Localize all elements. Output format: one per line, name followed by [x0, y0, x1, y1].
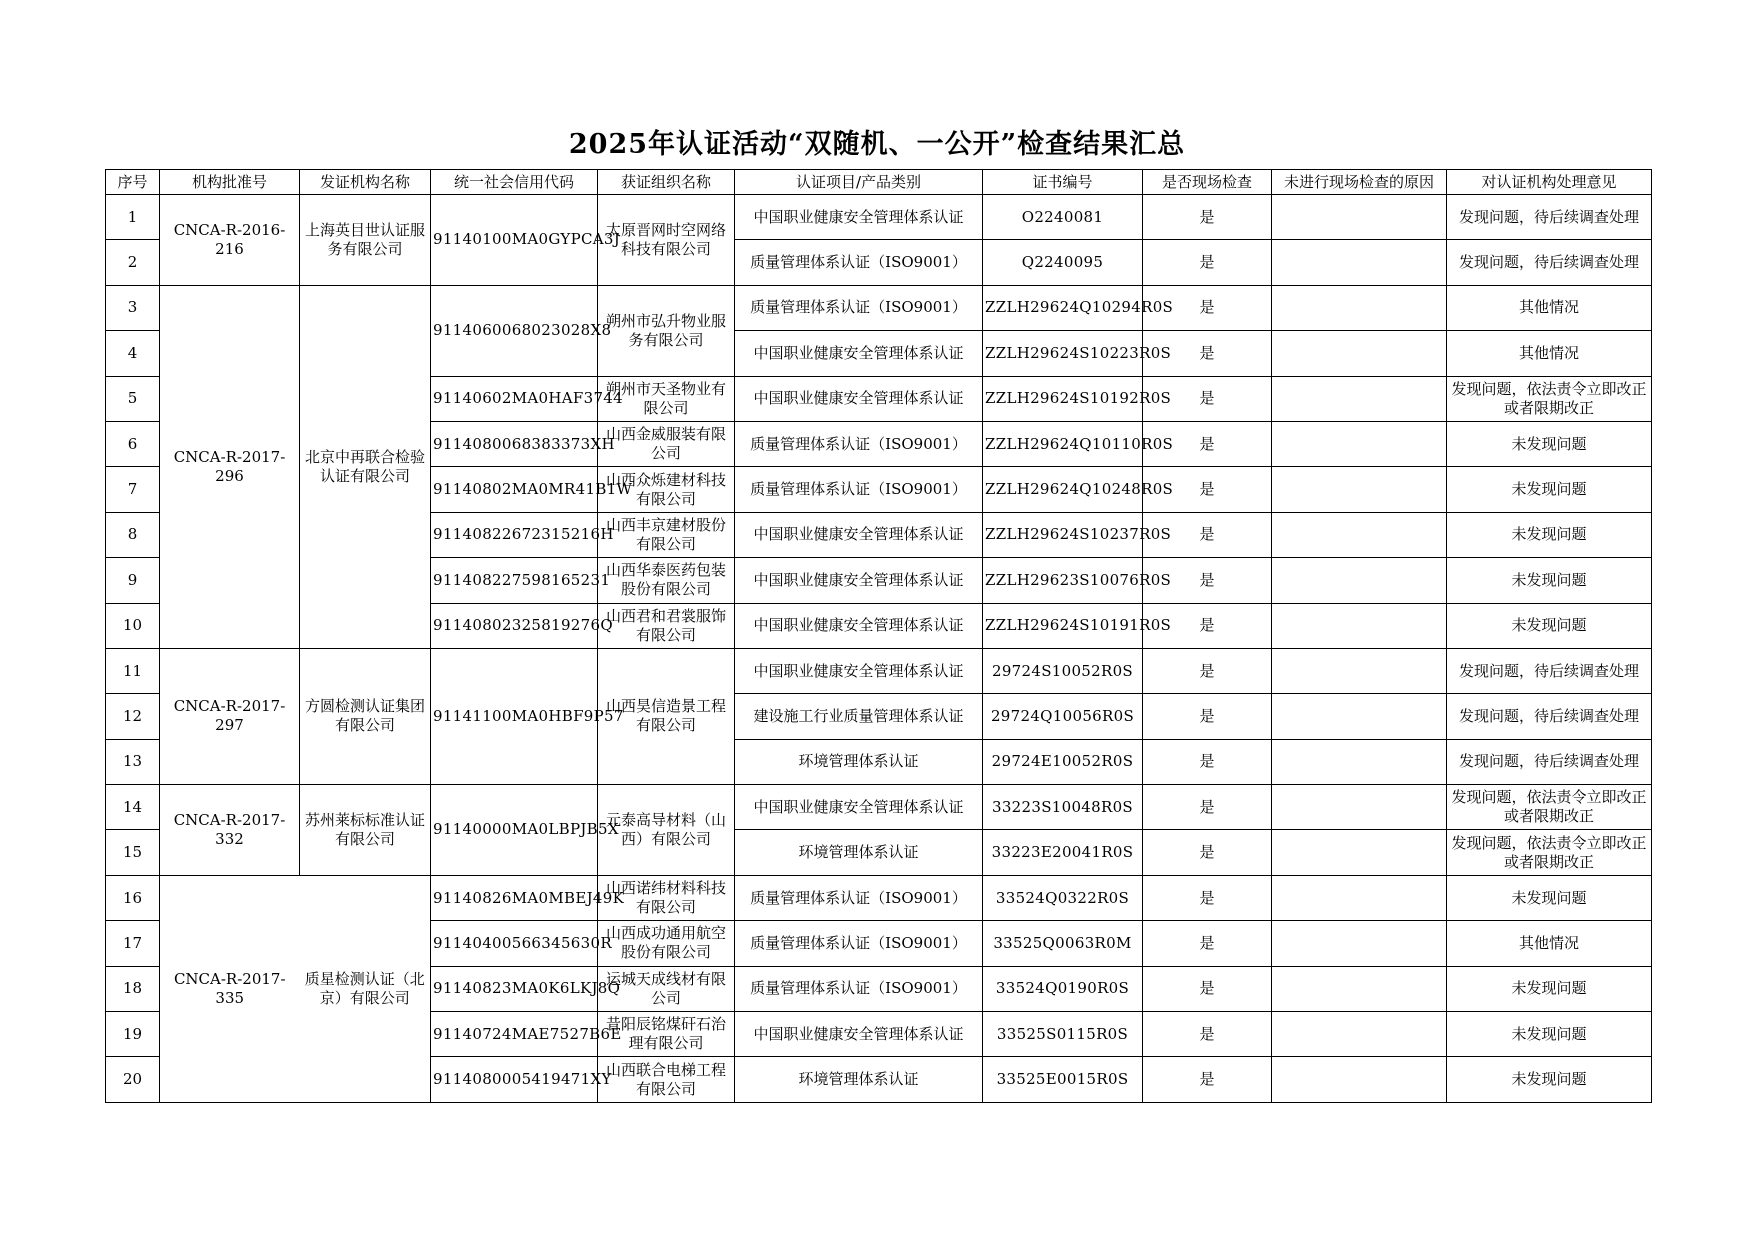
organization-name: 山西成功通用航空股份有限公司 [598, 921, 735, 966]
organization-name: 运城天成线材有限公司 [598, 966, 735, 1011]
agency-name: 质星检测认证（北京）有限公司 [300, 875, 431, 1102]
cert-number: ZZLH29624S10191R0S [983, 603, 1143, 648]
no-check-reason [1272, 195, 1447, 240]
cert-number: 29724E10052R0S [983, 739, 1143, 784]
onsite-check: 是 [1143, 1012, 1272, 1057]
approval-number: CNCA-R-2017-297 [160, 648, 300, 784]
credit-code: 91140802325819276Q [431, 603, 598, 648]
onsite-check: 是 [1143, 240, 1272, 285]
page-title: 2025年认证活动“双随机、一公开”检查结果汇总 [568, 129, 1186, 160]
credit-code: 91141100MA0HBF9P57 [431, 648, 598, 784]
column-header: 发证机构名称 [300, 170, 431, 195]
credit-code: 91140826MA0MBEJ49K [431, 875, 598, 920]
cert-item: 环境管理体系认证 [735, 739, 983, 784]
no-check-reason [1272, 1012, 1447, 1057]
approval-number: CNCA-R-2017-332 [160, 785, 300, 876]
handling-opinion: 发现问题，依法责令立即改正或者限期改正 [1447, 785, 1652, 830]
agency-name: 苏州莱标标准认证有限公司 [300, 785, 431, 876]
handling-opinion: 发现问题，待后续调查处理 [1447, 648, 1652, 693]
handling-opinion: 发现问题，依法责令立即改正或者限期改正 [1447, 830, 1652, 875]
handling-opinion: 未发现问题 [1447, 875, 1652, 920]
table-row [106, 785, 1652, 830]
no-check-reason [1272, 603, 1447, 648]
onsite-check: 是 [1143, 921, 1272, 966]
handling-opinion: 其他情况 [1447, 331, 1652, 376]
row-number: 16 [106, 875, 160, 920]
onsite-check: 是 [1143, 830, 1272, 875]
handling-opinion: 未发现问题 [1447, 603, 1652, 648]
table-row [106, 195, 1652, 240]
cert-item: 质量管理体系认证（ISO9001） [735, 467, 983, 512]
cert-number: 33524Q0322R0S [983, 875, 1143, 920]
onsite-check: 是 [1143, 467, 1272, 512]
no-check-reason [1272, 739, 1447, 784]
results-table [105, 169, 1652, 1103]
credit-code: 91140000MA0LBPJB5X [431, 785, 598, 876]
handling-opinion: 未发现问题 [1447, 467, 1652, 512]
organization-name: 山西金威服装有限公司 [598, 421, 735, 466]
onsite-check: 是 [1143, 558, 1272, 603]
cert-item: 中国职业健康安全管理体系认证 [735, 1012, 983, 1057]
agency-name: 上海英目世认证服务有限公司 [300, 195, 431, 286]
cert-item: 中国职业健康安全管理体系认证 [735, 331, 983, 376]
handling-opinion: 未发现问题 [1447, 1057, 1652, 1102]
handling-opinion: 发现问题，待后续调查处理 [1447, 240, 1652, 285]
no-check-reason [1272, 558, 1447, 603]
organization-name: 朔州市天圣物业有限公司 [598, 376, 735, 421]
no-check-reason [1272, 421, 1447, 466]
cert-number: 33525E0015R0S [983, 1057, 1143, 1102]
cert-item: 中国职业健康安全管理体系认证 [735, 376, 983, 421]
credit-code: 91140100MA0GYPCA3J [431, 195, 598, 286]
row-number: 7 [106, 467, 160, 512]
no-check-reason [1272, 875, 1447, 920]
handling-opinion: 未发现问题 [1447, 512, 1652, 557]
no-check-reason [1272, 830, 1447, 875]
row-number: 8 [106, 512, 160, 557]
no-check-reason [1272, 785, 1447, 830]
column-header: 证书编号 [983, 170, 1143, 195]
cert-number: ZZLH29624Q10294R0S [983, 285, 1143, 330]
row-number: 1 [106, 195, 160, 240]
onsite-check: 是 [1143, 512, 1272, 557]
onsite-check: 是 [1143, 1057, 1272, 1102]
column-header: 是否现场检查 [1143, 170, 1272, 195]
row-number: 5 [106, 376, 160, 421]
table-row [106, 648, 1652, 693]
column-header: 认证项目/产品类别 [735, 170, 983, 195]
row-number: 15 [106, 830, 160, 875]
onsite-check: 是 [1143, 785, 1272, 830]
cert-item: 质量管理体系认证（ISO9001） [735, 966, 983, 1011]
cert-number: 33223S10048R0S [983, 785, 1143, 830]
cert-number: 33223E20041R0S [983, 830, 1143, 875]
row-number: 3 [106, 285, 160, 330]
table-row [106, 285, 1652, 330]
cert-number: ZZLH29623S10076R0S [983, 558, 1143, 603]
no-check-reason [1272, 1057, 1447, 1102]
handling-opinion: 未发现问题 [1447, 421, 1652, 466]
cert-item: 质量管理体系认证（ISO9001） [735, 875, 983, 920]
no-check-reason [1272, 331, 1447, 376]
onsite-check: 是 [1143, 739, 1272, 784]
onsite-check: 是 [1143, 875, 1272, 920]
organization-name: 山西众烁建材科技有限公司 [598, 467, 735, 512]
organization-name: 山西丰京建材股份有限公司 [598, 512, 735, 557]
approval-number: CNCA-R-2016-216 [160, 195, 300, 286]
table-row [106, 875, 1652, 920]
organization-name: 太原晋网时空网络科技有限公司 [598, 195, 735, 286]
cert-number: ZZLH29624Q10110R0S [983, 421, 1143, 466]
no-check-reason [1272, 694, 1447, 739]
cert-number: 29724S10052R0S [983, 648, 1143, 693]
no-check-reason [1272, 467, 1447, 512]
organization-name: 山西昊信造景工程有限公司 [598, 648, 735, 784]
cert-item: 中国职业健康安全管理体系认证 [735, 603, 983, 648]
row-number: 2 [106, 240, 160, 285]
cert-item: 质量管理体系认证（ISO9001） [735, 240, 983, 285]
no-check-reason [1272, 285, 1447, 330]
onsite-check: 是 [1143, 285, 1272, 330]
organization-name: 山西华泰医药包装股份有限公司 [598, 558, 735, 603]
handling-opinion: 未发现问题 [1447, 558, 1652, 603]
handling-opinion: 发现问题，待后续调查处理 [1447, 694, 1652, 739]
organization-name: 元泰高导材料（山西）有限公司 [598, 785, 735, 876]
no-check-reason [1272, 648, 1447, 693]
no-check-reason [1272, 512, 1447, 557]
row-number: 17 [106, 921, 160, 966]
handling-opinion: 其他情况 [1447, 921, 1652, 966]
credit-code: 91140602MA0HAF3744 [431, 376, 598, 421]
column-header: 统一社会信用代码 [431, 170, 598, 195]
credit-code: 91140400566345630R [431, 921, 598, 966]
handling-opinion: 发现问题，待后续调查处理 [1447, 195, 1652, 240]
onsite-check: 是 [1143, 694, 1272, 739]
row-number: 6 [106, 421, 160, 466]
cert-number: ZZLH29624S10223R0S [983, 331, 1143, 376]
organization-name: 山西诺纬材料科技有限公司 [598, 875, 735, 920]
column-header: 获证组织名称 [598, 170, 735, 195]
agency-name: 北京中再联合检验认证有限公司 [300, 285, 431, 648]
cert-number: O2240081 [983, 195, 1143, 240]
cert-item: 质量管理体系认证（ISO9001） [735, 921, 983, 966]
credit-code: 91140822672315216H [431, 512, 598, 557]
no-check-reason [1272, 376, 1447, 421]
handling-opinion: 未发现问题 [1447, 966, 1652, 1011]
cert-item: 建设施工行业质量管理体系认证 [735, 694, 983, 739]
onsite-check: 是 [1143, 966, 1272, 1011]
cert-item: 中国职业健康安全管理体系认证 [735, 785, 983, 830]
cert-item: 中国职业健康安全管理体系认证 [735, 558, 983, 603]
organization-name: 昔阳辰铭煤矸石治理有限公司 [598, 1012, 735, 1057]
cert-item: 中国职业健康安全管理体系认证 [735, 648, 983, 693]
onsite-check: 是 [1143, 195, 1272, 240]
cert-number: 33525S0115R0S [983, 1012, 1143, 1057]
credit-code: 911408227598165231 [431, 558, 598, 603]
no-check-reason [1272, 966, 1447, 1011]
row-number: 20 [106, 1057, 160, 1102]
organization-name: 山西君和君裳服饰有限公司 [598, 603, 735, 648]
onsite-check: 是 [1143, 648, 1272, 693]
header-row [106, 170, 1652, 195]
cert-item: 环境管理体系认证 [735, 1057, 983, 1102]
cert-number: ZZLH29624S10237R0S [983, 512, 1143, 557]
row-number: 13 [106, 739, 160, 784]
credit-code: 9114080005419471XY [431, 1057, 598, 1102]
onsite-check: 是 [1143, 603, 1272, 648]
cert-number: ZZLH29624Q10248R0S [983, 467, 1143, 512]
row-number: 19 [106, 1012, 160, 1057]
row-number: 11 [106, 648, 160, 693]
row-number: 4 [106, 331, 160, 376]
cert-number: ZZLH29624S10192R0S [983, 376, 1143, 421]
column-header: 未进行现场检查的原因 [1272, 170, 1447, 195]
cert-number: Q2240095 [983, 240, 1143, 285]
credit-code: 91140724MAE7527B6E [431, 1012, 598, 1057]
cert-item: 环境管理体系认证 [735, 830, 983, 875]
credit-code: 9114060068023028X8 [431, 285, 598, 376]
onsite-check: 是 [1143, 331, 1272, 376]
row-number: 18 [106, 966, 160, 1011]
handling-opinion: 发现问题，待后续调查处理 [1447, 739, 1652, 784]
row-number: 10 [106, 603, 160, 648]
cert-number: 33525Q0063R0M [983, 921, 1143, 966]
approval-number: CNCA-R-2017-296 [160, 285, 300, 648]
cert-item: 质量管理体系认证（ISO9001） [735, 421, 983, 466]
organization-name: 朔州市弘升物业服务有限公司 [598, 285, 735, 376]
cert-item: 中国职业健康安全管理体系认证 [735, 195, 983, 240]
no-check-reason [1272, 240, 1447, 285]
row-number: 12 [106, 694, 160, 739]
column-header: 对认证机构处理意见 [1447, 170, 1652, 195]
agency-name: 方圆检测认证集团有限公司 [300, 648, 431, 784]
row-number: 9 [106, 558, 160, 603]
credit-code: 91140823MA0K6LKJ8Q [431, 966, 598, 1011]
approval-number: CNCA-R-2017-335 [160, 875, 300, 1102]
cert-item: 质量管理体系认证（ISO9001） [735, 285, 983, 330]
onsite-check: 是 [1143, 376, 1272, 421]
handling-opinion: 其他情况 [1447, 285, 1652, 330]
onsite-check: 是 [1143, 421, 1272, 466]
cert-item: 中国职业健康安全管理体系认证 [735, 512, 983, 557]
column-header: 序号 [106, 170, 160, 195]
credit-code: 91140802MA0MR41B1W [431, 467, 598, 512]
cert-number: 29724Q10056R0S [983, 694, 1143, 739]
row-number: 14 [106, 785, 160, 830]
no-check-reason [1272, 921, 1447, 966]
column-header: 机构批准号 [160, 170, 300, 195]
handling-opinion: 发现问题，依法责令立即改正或者限期改正 [1447, 376, 1652, 421]
credit-code: 9114080068383373XH [431, 421, 598, 466]
organization-name: 山西联合电梯工程有限公司 [598, 1057, 735, 1102]
handling-opinion: 未发现问题 [1447, 1012, 1652, 1057]
cert-number: 33524Q0190R0S [983, 966, 1143, 1011]
